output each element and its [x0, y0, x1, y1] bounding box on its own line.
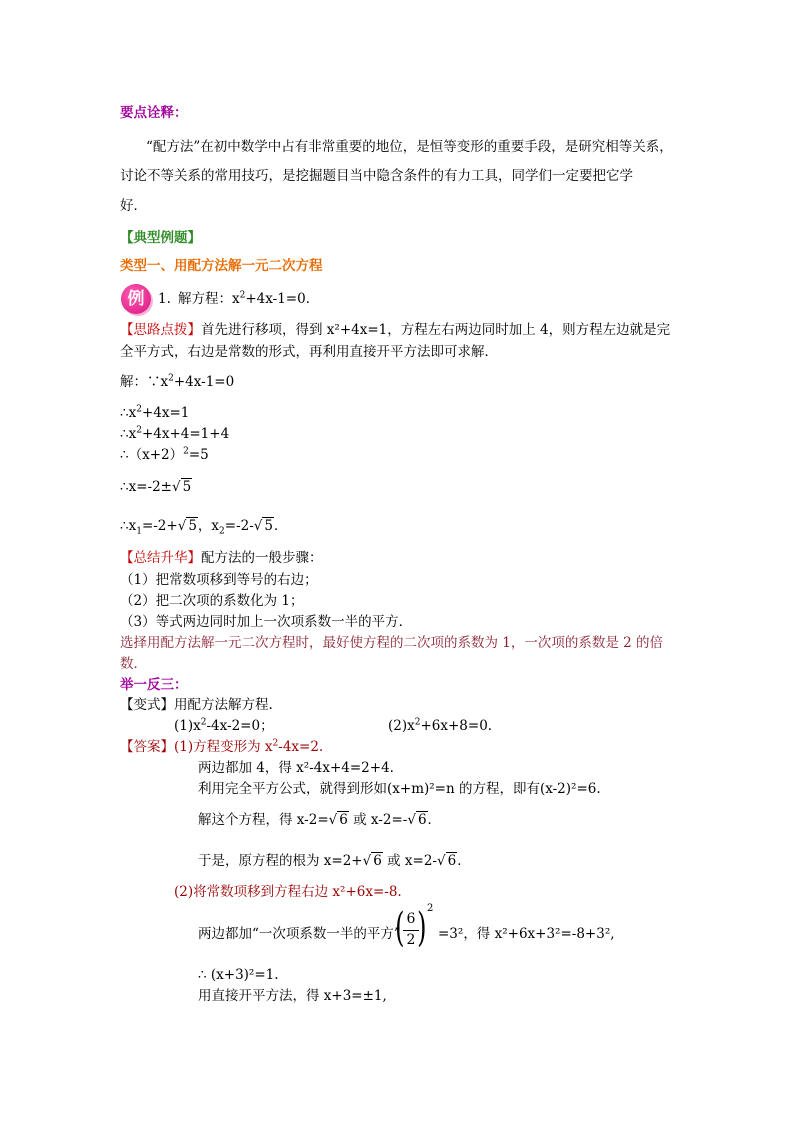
answer2-line3: ∴ (x+3)²=1.: [198, 967, 279, 983]
answer-line5: 于是，原方程的根为 x=2+√ 6 或 x=2-√ 6．: [198, 853, 471, 869]
answer-line3: 利用完全平方公式，就得到形如(x+m)²=n 的方程，即有(x-2)²=6.: [198, 781, 601, 797]
heading-type-one: 类型一、用配方法解一元二次方程: [120, 258, 323, 274]
heading-practice: 举一反三：: [120, 677, 188, 693]
solution-step6: $\therefore x_1=-2+√$ 5，$x_2=-2-√$ 5．: [120, 518, 288, 537]
example-badge: 例: [121, 284, 151, 314]
answer2-line2-text: 两边都加“一次项系数一半的平方”: [198, 926, 401, 942]
answer-line1: 【答案】(1)方程变形为 $x^2-4x=2$.: [120, 738, 324, 755]
hint-line1: 【思路点拨】首先进行移项，得到 x²+4x=1，方程左右两边同时加上 4，则方程左边就是完: [120, 322, 671, 338]
answer2-line2-rest: =3²，得 x²+6x+3²=-8+3²,: [438, 926, 615, 942]
variant-label: 【变式】: [120, 697, 174, 713]
variant-problem1: $(1)x^2-4x-2=0$；: [174, 717, 274, 734]
summary-step2: （2）把二次项的系数化为 1；: [120, 593, 304, 609]
answer2-line4: 用直接开平方法，得 x+3=±1,: [198, 988, 387, 1004]
half-coefficient-fraction: [395, 905, 427, 954]
example-problem: 解方程：$x^2+4x-1=0$．: [178, 290, 320, 307]
answer-line2: 两边都加 4，得 x²-4x+4=2+4.: [198, 760, 394, 776]
fraction-denominator: 2: [406, 932, 416, 948]
fraction-numerator: 6: [406, 911, 416, 927]
answer-line4: 解这个方程，得 x-2=√ 6 或 x-2=-√ 6．: [198, 812, 442, 828]
heading-key-points: 要点诠释：: [120, 105, 188, 121]
intro-paragraph-line2: 讨论不等关系的常用技巧，是挖掘题目当中隐含条件的有力工具，同学们一定要把它学: [120, 168, 633, 184]
summary-step3: （3）等式两边同时加上一次项系数一半的平方．: [120, 614, 413, 630]
answer-label: 【答案】: [120, 739, 174, 755]
solution-step1: 解：$\because x^2+4x-1=0$: [120, 373, 235, 390]
answer2-line1: (2)将常数项移到方程右边 x²+6x=-8.: [174, 884, 402, 900]
example-number: 1.: [158, 291, 171, 307]
summary-title-line: 【总结升华】配方法的一般步骤：: [120, 550, 323, 566]
left-paren: (: [395, 905, 405, 951]
fraction-exponent: 2: [427, 903, 434, 914]
intro-paragraph-line1: “配方法”在初中数学中占有非常重要的地位，是恒等变形的重要手段，是研究相等关系，: [146, 139, 673, 155]
right-paren: ): [417, 905, 427, 951]
summary-label: 【总结升华】: [120, 550, 201, 566]
summary-note-line1: 选择用配方法解一元二次方程时，最好使方程的二次项的系数为 1，一次项的系数是 2 的倍: [120, 635, 664, 651]
solution-step2: $\therefore x^2+4x=1$: [120, 404, 190, 421]
variant-line: 【变式】用配方法解方程.: [120, 697, 273, 713]
intro-paragraph-line3: 好．: [120, 198, 147, 214]
summary-note-line2: 数．: [120, 656, 147, 672]
heading-typical-examples: 【典型例题】: [120, 230, 201, 246]
hint-line2: 全平方式，右边是常数的形式，再利用直接开平方法即可求解．: [120, 344, 498, 360]
solution-step4: $\therefore(x+2)^2=5$: [120, 446, 209, 463]
variant-problem2: $(2)x^2+6x+8=0$.: [388, 717, 493, 734]
summary-step1: （1）把常数项移到等号的右边；: [120, 572, 318, 588]
solution-step3: $\therefore x^2+4x+4=1+4$: [120, 425, 230, 442]
solution-step5: ∴x=-2±√ 5: [120, 479, 192, 495]
hint-label: 【思路点拨】: [120, 322, 201, 338]
